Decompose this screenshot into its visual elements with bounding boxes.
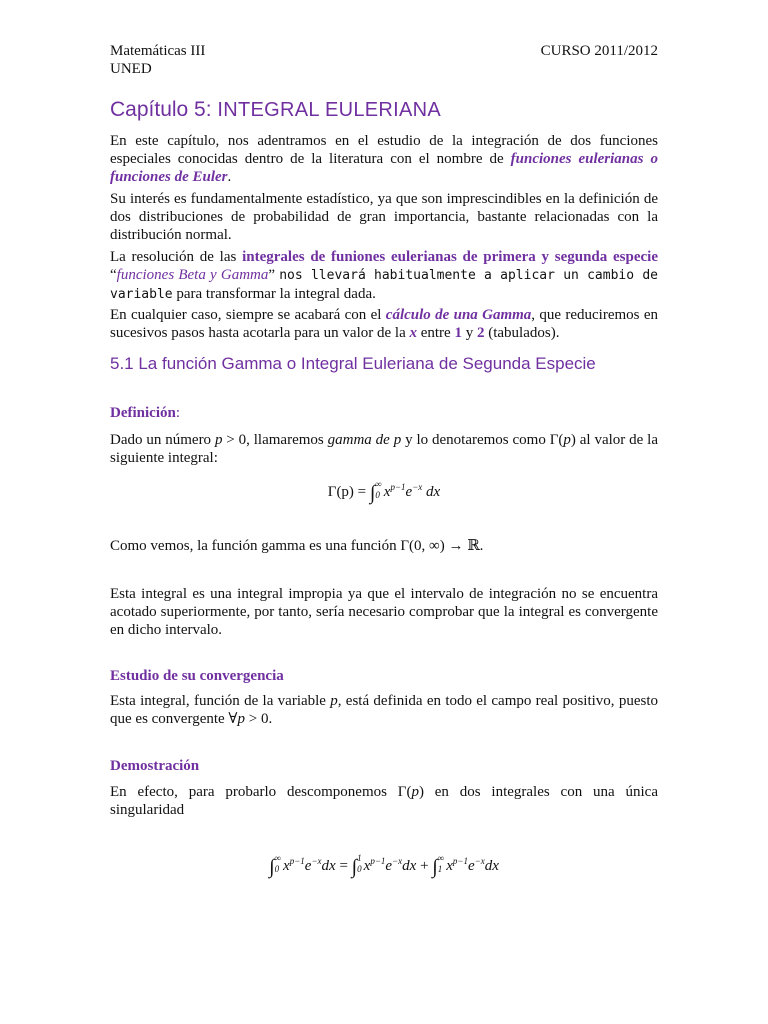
gamma-definition-equation (0, 478, 768, 504)
upper-limit: ∞ (375, 478, 382, 489)
course-name: Matemáticas III (110, 43, 206, 59)
equation-e-exponent: −x (412, 482, 423, 492)
intro-p3-mono: nos llevará habitualmente a aplicar un cambio de variable (110, 268, 658, 302)
convergence-text-3: > 0. (244, 711, 273, 727)
upper-limit-3: ∞ (437, 852, 445, 863)
term-x: x (446, 858, 453, 874)
term-e: e (385, 858, 393, 874)
intro-p4-text: En cualquier caso, siempre se acabará con el (110, 307, 386, 323)
intro-paragraph-4 (110, 306, 658, 342)
integral-limits-1 (275, 853, 281, 875)
demo-text-1: En efecto, para probarlo descomponemos Γ( (110, 784, 412, 800)
intro-p4-two: 2 (476, 325, 485, 341)
term-dx: dx (321, 858, 336, 874)
upper-limit-2: 1 (357, 852, 362, 863)
gamma-domain-paragraph: Como vemos, la función gamma es una función Γ(0, ∞) → ℝ. (110, 538, 484, 554)
upper-limit-1: ∞ (274, 852, 282, 863)
term-x-exponent: p−1 (370, 856, 386, 866)
chapter-title (110, 97, 658, 123)
definition-colon: : (175, 405, 181, 421)
demonstration-paragraph (110, 783, 658, 819)
intro-p4-one: 1 (454, 325, 462, 341)
definition-heading (110, 404, 658, 422)
equals-sign: = (335, 858, 352, 874)
intro-paragraph-1 (110, 132, 658, 186)
chapter-name: INTEGRAL EULERIANA (217, 99, 442, 121)
intro-p1-text: En este capítulo, nos adentramos en el estudio de la integración de dos funciones especiales conocidas dentro de la literatura con el nombre de (110, 133, 658, 167)
term-e-exponent: −x (392, 856, 403, 866)
intro-p3-quote-open: “ (110, 267, 117, 283)
chapter-prefix: Capítulo 5: (110, 98, 218, 121)
integral-limits-2 (357, 853, 362, 875)
intro-p3-quote-close: ” (268, 267, 280, 283)
equation-x-exponent: p−1 (390, 482, 406, 492)
intro-p3-bold: integrales de funiones eulerianas de primera y segunda especie (242, 249, 658, 265)
definition-var-p: p (214, 432, 223, 448)
definition-text-1: Dado un número (110, 432, 215, 448)
term-e: e (467, 858, 475, 874)
university-name: UNED (110, 61, 152, 77)
convergence-text-1: Esta integral, función de la variable (110, 693, 331, 709)
convergence-paragraph (110, 692, 658, 728)
convergence-text-2: está definida en todo el campo real positivo, puesto que es convergente ∀ (110, 693, 658, 727)
intro-p3-end: para transformar la integral dada. (172, 286, 376, 302)
lower-limit-1: 0 (274, 863, 280, 874)
demonstration-heading: Demostración (110, 758, 200, 774)
equation-e: e (405, 484, 413, 500)
intro-p4-end: (tabulados). (484, 325, 560, 341)
lower-limit: 0 (375, 489, 380, 500)
intro-p4-text-2: , que reduciremos en sucesivos pasos hasta acotarla para un valor de la (110, 307, 658, 341)
convergence-var-p: p, (330, 693, 342, 709)
intro-p4-emphasis: cálculo de una Gamma (385, 307, 532, 323)
header-left (110, 42, 205, 78)
page-header (110, 42, 658, 82)
term-e: e (304, 858, 312, 874)
integral-sign-icon: ∫ (351, 856, 358, 878)
plus-sign: + (416, 858, 433, 874)
equation-dx: dx (422, 484, 441, 500)
definition-gamma-de-p: gamma de p (327, 432, 402, 448)
intro-p4-text-3: entre (416, 325, 455, 341)
term-x: x (283, 858, 290, 874)
lower-limit-3: 1 (437, 863, 443, 874)
term-dx: dx (484, 858, 499, 874)
term-e-exponent: −x (311, 856, 322, 866)
intro-p3-text: La resolución de las (110, 249, 243, 265)
intro-p1-emphasis: funciones eulerianas o funciones de Euler (110, 151, 658, 185)
integral-sign-icon: ∫ (269, 856, 275, 878)
definition-heading-text: Definición (110, 405, 176, 421)
intro-p4-text-4: y (461, 325, 477, 341)
lower-limit-2: 0 (357, 863, 362, 874)
integral-sign-icon: ∫ (432, 856, 438, 878)
demo-text-2: ) en dos integrales con una única singularidad (110, 784, 658, 818)
definition-text-4: ) al valor de la siguiente integral: (110, 432, 658, 466)
definition-paragraph (110, 431, 658, 467)
equation-lhs: Γ(p) = (327, 484, 370, 500)
convergence-heading: Estudio de su convergencia (110, 668, 284, 684)
term-dx: dx (402, 858, 417, 874)
improper-integral-paragraph: Esta integral es una integral impropia ya que el intervalo de integración no se encuentra acotado superiormente, por tanto, sería necesario comprobar que la integral es convergente en dicho intervalo. (110, 586, 658, 638)
gamma-split-equation (0, 852, 768, 878)
term-x-exponent: p−1 (289, 856, 305, 866)
term-e-exponent: −x (474, 856, 485, 866)
academic-year: CURSO 2011/2012 (540, 43, 658, 59)
integral-sign-icon: ∫ (369, 482, 376, 504)
section-title: 5.1 La función Gamma o Integral Euleriana de Segunda Especie (110, 354, 596, 373)
equation-x: x (383, 484, 391, 500)
term-x-exponent: p−1 (452, 856, 468, 866)
definition-var-p-2: p (563, 432, 571, 448)
convergence-var-p-2: p (237, 711, 245, 727)
definition-text-3: y lo denotaremos como Γ( (401, 432, 564, 448)
demo-var-p: p (411, 784, 419, 800)
intro-paragraph-3 (110, 248, 658, 304)
intro-p1-end: . (227, 169, 232, 185)
integral-limits-3 (438, 853, 444, 875)
definition-text-2: > 0, llamaremos (222, 432, 328, 448)
integral-limits (375, 479, 381, 501)
term-x: x (363, 858, 371, 874)
intro-p3-italic: funciones Beta y Gamma (116, 267, 269, 283)
intro-paragraph-2: Su interés es fundamentalmente estadístico, ya que son imprescindibles en la definición de dos distribuciones de probabilidad de gran importancia, bastante relacionadas con la distribución normal. (110, 191, 658, 243)
intro-p4-x: x (409, 325, 417, 341)
